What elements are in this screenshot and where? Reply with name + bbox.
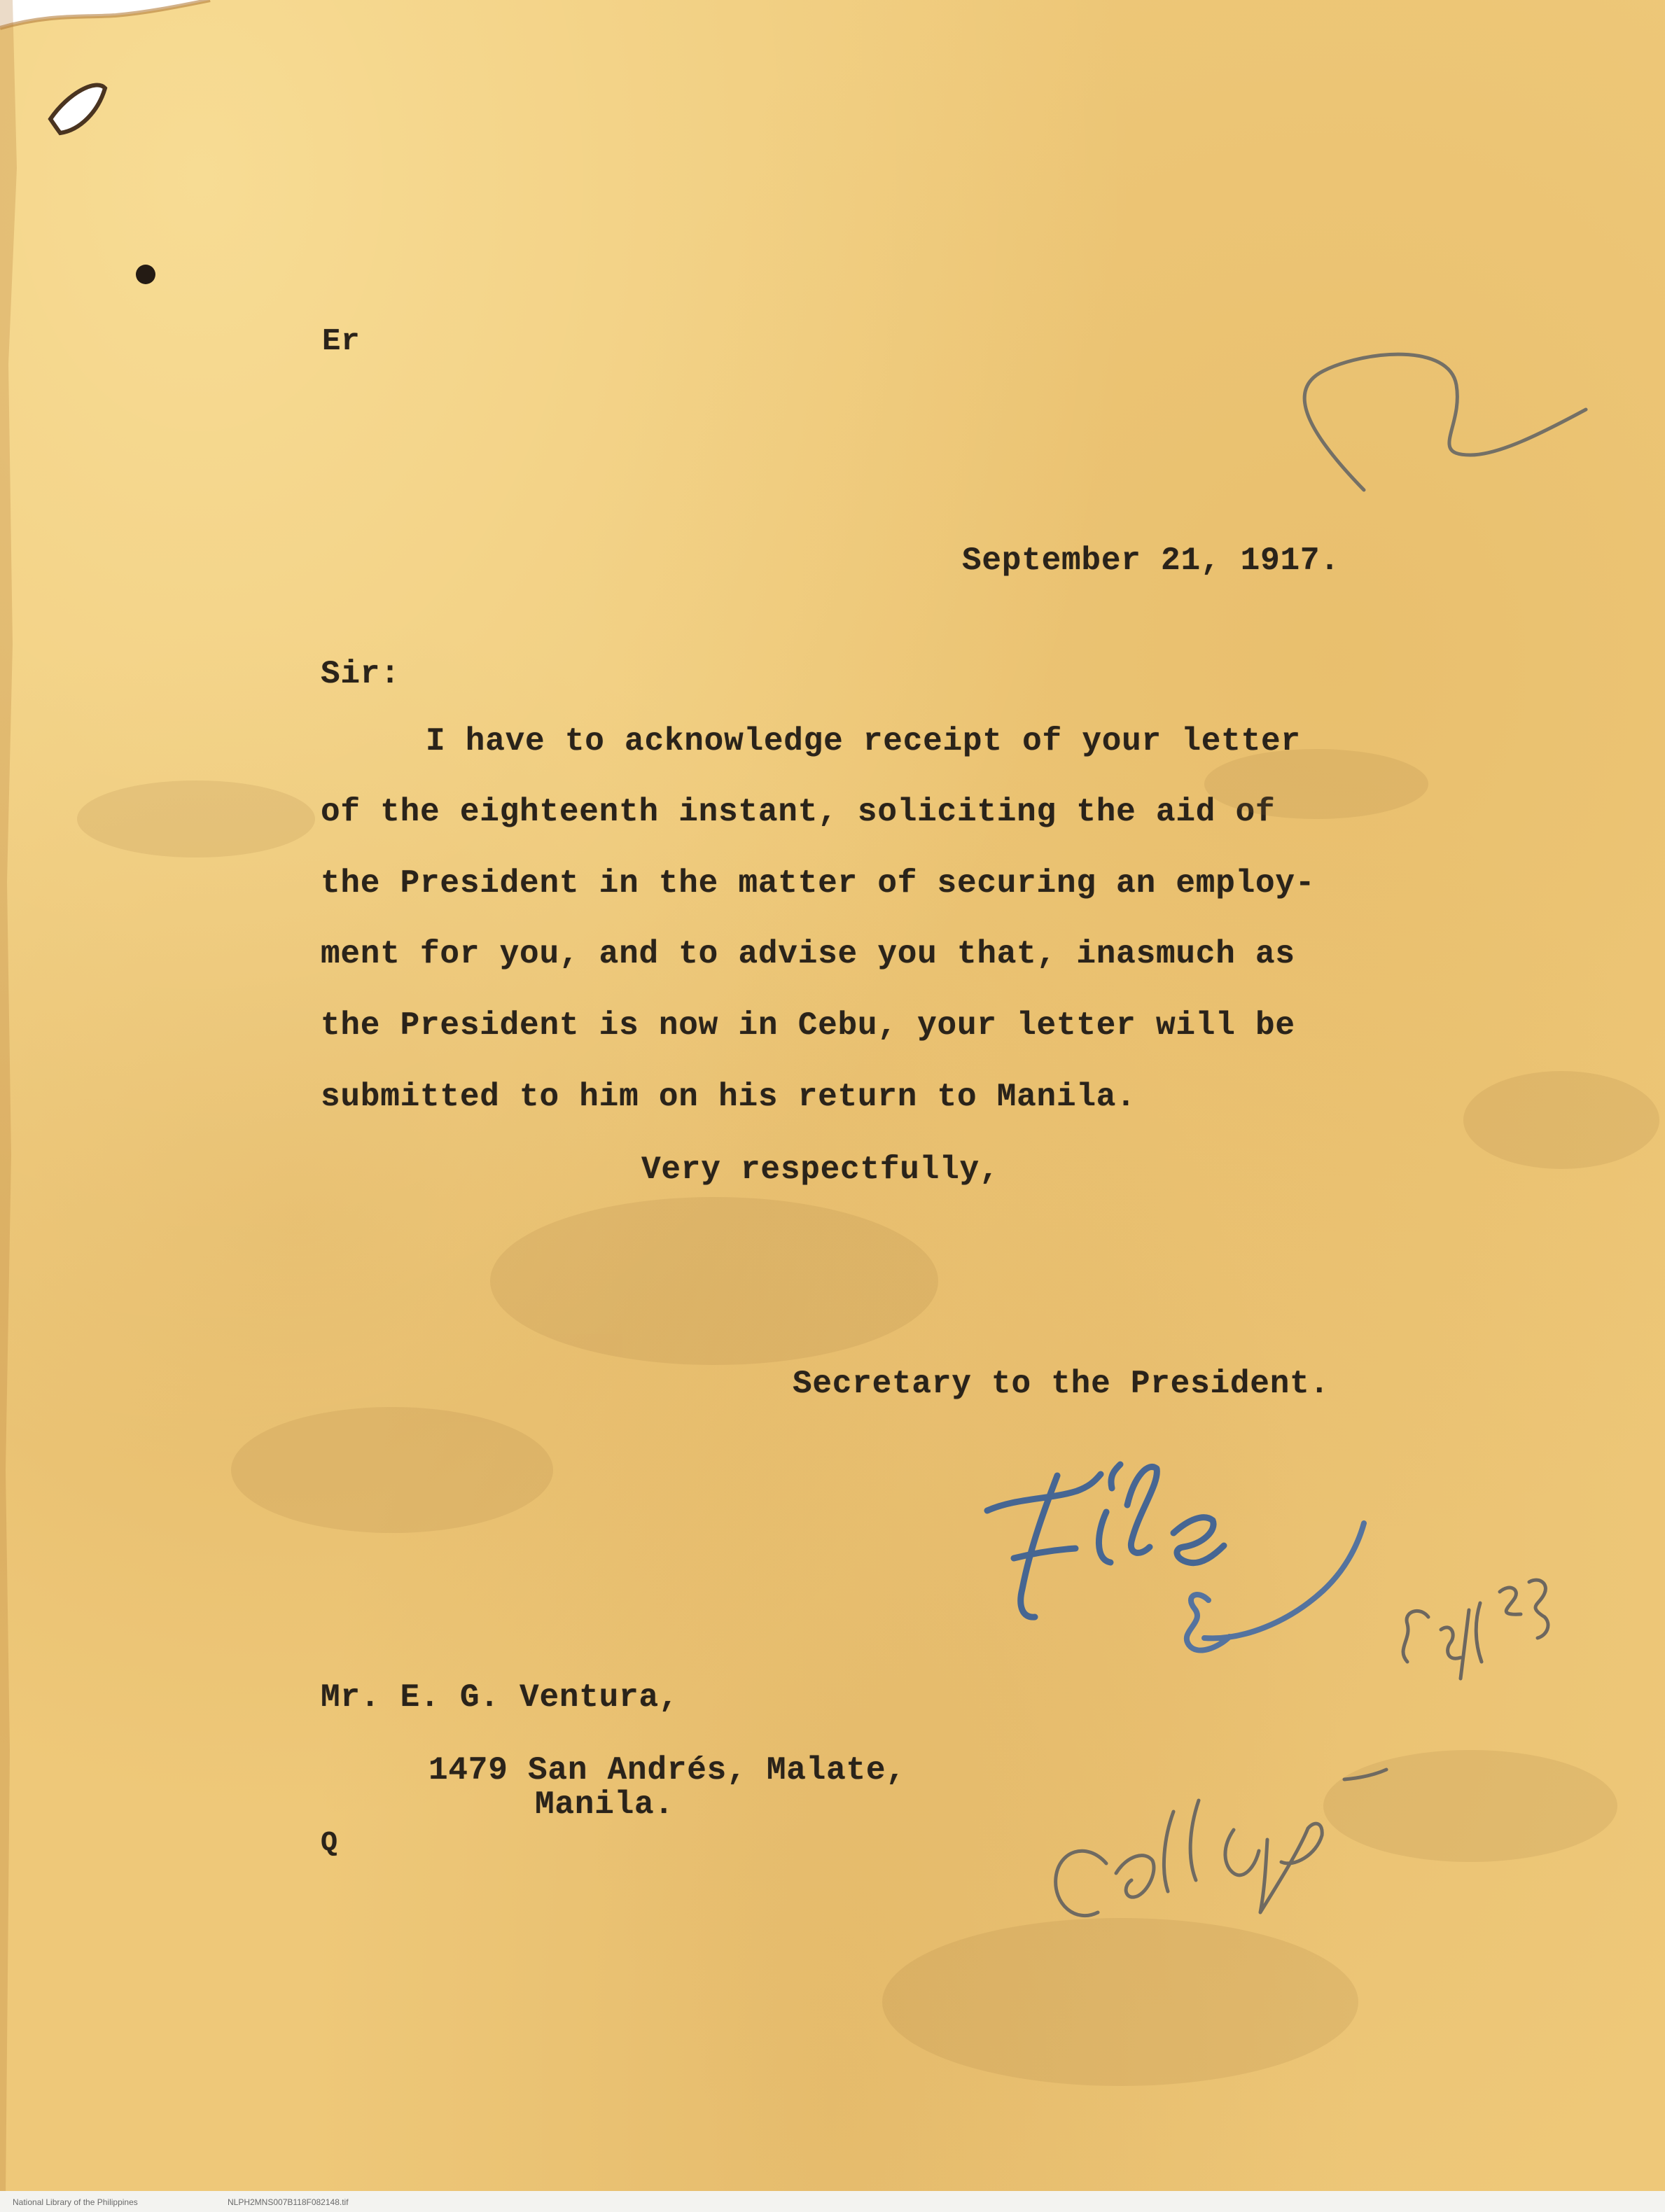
body-line-5: the President is now in Cebu, your letter will be (321, 1007, 1295, 1044)
torn-corner-edge (0, 0, 210, 28)
torn-corner (0, 0, 210, 28)
pencil-sept-date (1403, 1580, 1548, 1679)
scan-footer-file: NLPH2MNS007B118F082148.tif (228, 2197, 349, 2207)
pen-file-mark (987, 1464, 1224, 1617)
typist-initials: Er (322, 324, 361, 359)
letter-date: September 21, 1917. (962, 542, 1340, 579)
address-line-3: Manila. (535, 1786, 674, 1823)
pen-initial-mark (1187, 1523, 1364, 1651)
salutation: Sir: (321, 656, 400, 692)
body-line-6: submitted to him on his return to Manila. (321, 1079, 1136, 1115)
pencil-check-mark (1304, 354, 1586, 490)
ink-spot (136, 265, 155, 284)
scan-footer (0, 2191, 1665, 2212)
paper-damage (0, 0, 210, 2198)
address-line-2: 1479 San Andrés, Malate, (429, 1752, 906, 1788)
body-line-1: I have to acknowledge receipt of your letter (426, 723, 1301, 760)
left-edge-wear (0, 0, 17, 2198)
reference-mark: Q (321, 1828, 338, 1859)
closing: Very respectfully, (641, 1152, 1000, 1188)
address-line-1: Mr. E. G. Ventura, (321, 1679, 679, 1716)
signature-title: Secretary to the President. (793, 1366, 1330, 1402)
scan-footer-source: National Library of the Philippines (13, 2197, 138, 2207)
body-line-2: of the eighteenth instant, soliciting the aid of (321, 794, 1276, 830)
body-line-4: ment for you, and to advise you that, inasmuch as (321, 936, 1295, 972)
body-line-3: the President in the matter of securing an employ- (321, 865, 1316, 902)
pencil-call-up (1056, 1770, 1386, 1916)
hand-annotations (987, 354, 1586, 1915)
tear-mark (50, 85, 105, 133)
